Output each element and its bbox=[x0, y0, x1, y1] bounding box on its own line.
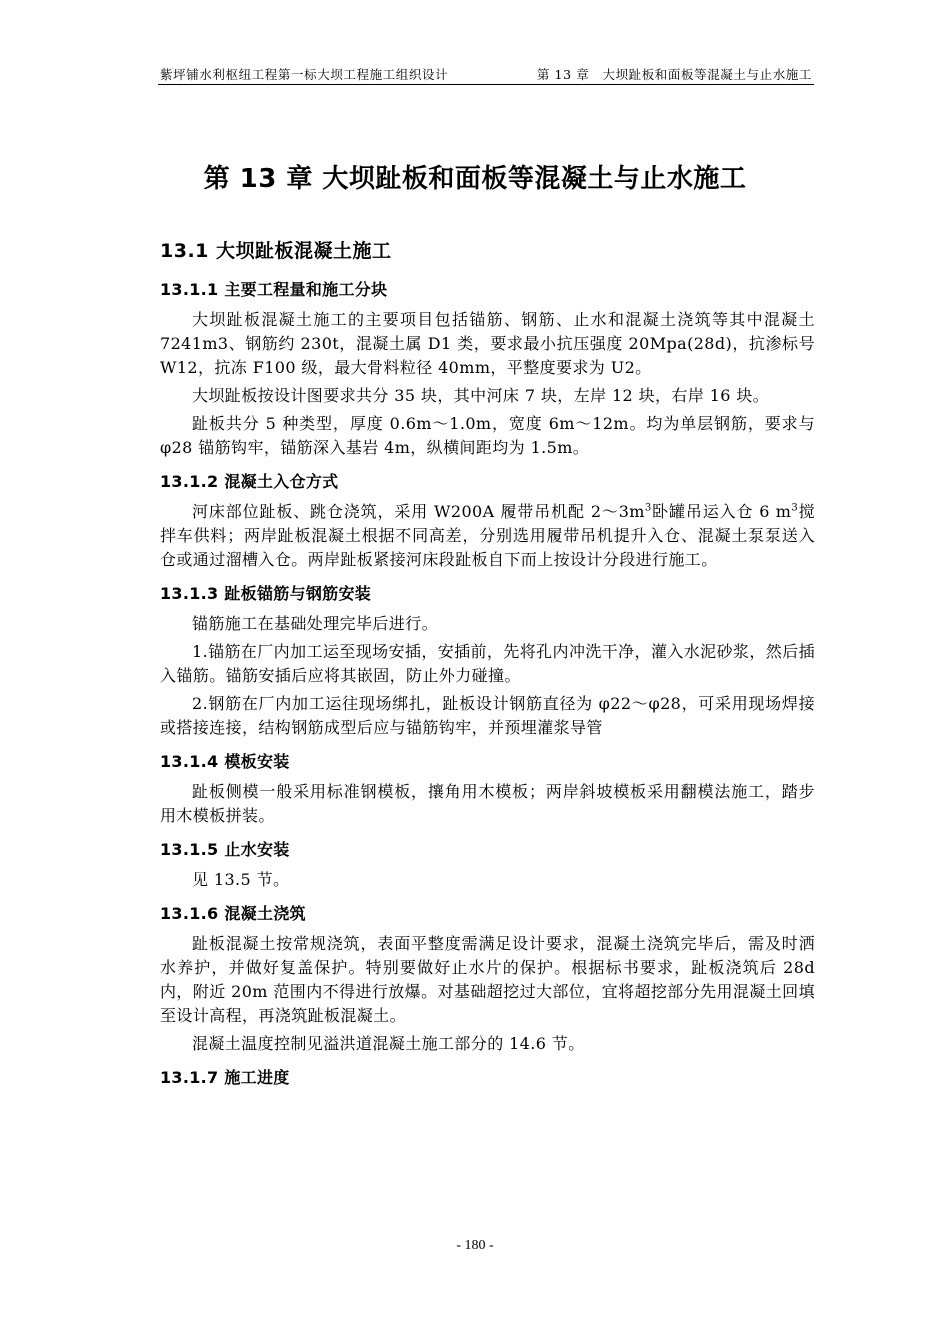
page-number: - 180 - bbox=[456, 1238, 494, 1253]
text-run: 搅拌车供料；两岸趾板混凝土根据不同高差，分别选用履带吊机提升入仓、混凝土泵泵送入仓或通过溜槽入仓。两岸趾板紧接河床段趾板自下而上按设计分段进行施工。 bbox=[160, 502, 816, 569]
document-body bbox=[160, 236, 815, 1096]
subsection-heading-13-1-6: 13.1.6 混凝土浇筑 bbox=[160, 904, 306, 923]
superscript: 3 bbox=[791, 502, 799, 514]
paragraph: 趾板侧模一般采用标准钢模板，攘角用木模板；两岸斜坡模板采用翻模法施工，踏步用木模板拼装。 bbox=[160, 782, 815, 825]
subsection-heading-13-1-5: 13.1.5 止水安装 bbox=[160, 840, 290, 859]
text-run: 卧罐吊运入仓 6 m bbox=[651, 502, 792, 521]
paragraph: 1.锚筋在厂内加工运至现场安插，安插前，先将孔内冲洗干净，灌入水泥砂浆，然后插入锚筋。锚筋安插后应将其嵌固，防止外力碰撞。 bbox=[160, 642, 815, 685]
paragraph: 2.钢筋在厂内加工运往现场绑扎，趾板设计钢筋直径为 φ22～φ28，可采用现场焊接或搭接连接，结构钢筋成型后应与锚筋钩牢，并预埋灌浆导管 bbox=[160, 694, 815, 737]
header-chapter-title: 第 13 章 大坝趾板和面板等混凝土与止水施工 bbox=[536, 67, 812, 82]
subsection-heading-13-1-7: 13.1.7 施工进度 bbox=[160, 1068, 290, 1087]
paragraph: 锚筋施工在基础处理完毕后进行。 bbox=[192, 614, 439, 633]
section-heading: 13.1 大坝趾板混凝土施工 bbox=[160, 240, 392, 262]
paragraph: 趾板混凝土按常规浇筑，表面平整度需满足设计要求，混凝土浇筑完毕后，需及时洒水养护，并做好复盖保护。特别要做好止水片的保护。根据标书要求，趾板浇筑后 28d 内，附近 20m 范围内不得进行放爆。对基础超挖过大部位，宜将超挖部分先用混凝土回填至设计高程，再浇筑趾板混凝土。 bbox=[160, 934, 815, 1025]
subsection-heading-13-1-2: 13.1.2 混凝土入仓方式 bbox=[160, 472, 339, 491]
chapter-title: 第 13 章 大坝趾板和面板等混凝土与止水施工 bbox=[203, 164, 747, 194]
subsection-heading-13-1-1: 13.1.1 主要工程量和施工分块 bbox=[160, 280, 388, 299]
header-document-title: 紫坪铺水利枢纽工程第一标大坝工程施工组织设计 bbox=[160, 67, 449, 82]
text-run: 河床部位趾板、跳仓浇筑，采用 W200A 履带吊机配 2～3m bbox=[192, 502, 645, 521]
running-header bbox=[158, 64, 814, 85]
paragraph: 大坝趾板混凝土施工的主要项目包括锚筋、钢筋、止水和混凝土浇筑等其中混凝土 7241m3、钢筋约 230t，混凝土属 D1 类，要求最小抗压强度 20Mpa(28d)，抗渗标号 W12，抗冻 F100 级，最大骨料粒径 40mm，平整度要求为 U2。 bbox=[160, 310, 815, 377]
subsection-heading-13-1-4: 13.1.4 模板安装 bbox=[160, 752, 290, 771]
paragraph: 见 13.5 节。 bbox=[192, 870, 290, 889]
superscript: 3 bbox=[644, 502, 652, 514]
paragraph bbox=[160, 500, 815, 572]
subsection-heading-13-1-3: 13.1.3 趾板锚筋与钢筋安装 bbox=[160, 584, 372, 603]
paragraph: 趾板共分 5 种类型，厚度 0.6m～1.0m，宽度 6m～12m。均为单层钢筋，要求与 φ28 锚筋钩牢，锚筋深入基岩 4m，纵横间距均为 1.5m。 bbox=[160, 414, 815, 457]
paragraph: 大坝趾板按设计图要求共分 35 块，其中河床 7 块，左岸 12 块，右岸 16 块。 bbox=[192, 386, 770, 405]
paragraph: 混凝土温度控制见溢洪道混凝土施工部分的 14.6 节。 bbox=[192, 1034, 585, 1053]
